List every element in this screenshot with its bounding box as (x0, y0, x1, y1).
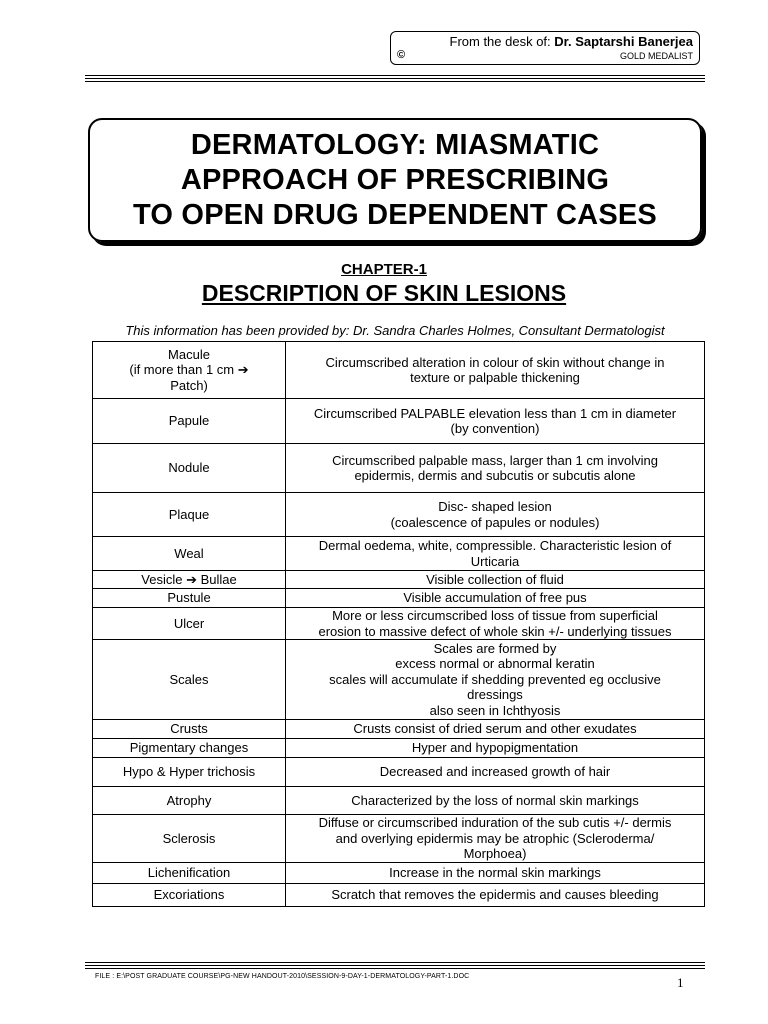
lesions-table (92, 341, 705, 907)
lesion-term: Vesicle ➔ Bullae (93, 571, 286, 589)
lesion-description: Disc- shaped lesion (coalescence of papules or nodules) (286, 493, 705, 537)
lesion-description: Visible collection of fluid (286, 571, 705, 589)
desk-prefix: From the desk of: (449, 34, 555, 49)
table-row (93, 758, 705, 787)
header-desk (450, 34, 694, 49)
lesion-description: Hyper and hypopigmentation (286, 739, 705, 758)
table-row (93, 787, 705, 815)
lesion-term: Atrophy (93, 787, 286, 815)
lesion-description: Circumscribed alteration in colour of skin without change in texture or palpable thickening (286, 342, 705, 399)
title-box (88, 118, 702, 242)
lesion-term: Pustule (93, 589, 286, 608)
table-row (93, 444, 705, 493)
chapter-label: CHAPTER-1 (341, 261, 427, 278)
table-row (93, 815, 705, 863)
lesion-description: Visible accumulation of free pus (286, 589, 705, 608)
lesion-description: Decreased and increased growth of hair (286, 758, 705, 787)
lesion-term: Crusts (93, 720, 286, 739)
table-row (93, 342, 705, 399)
lesion-term: Scales (93, 640, 286, 720)
top-rule-2 (85, 78, 705, 79)
footer-file-path: FILE : E:\POST GRADUATE COURSE\PG-NEW HANDOUT-2010\SESSION-9-DAY-1-DERMATOLOGY-PART-1.DOC (95, 973, 470, 980)
lesion-term: Weal (93, 537, 286, 571)
gold-medalist: GOLD MEDALIST (619, 51, 693, 61)
lesion-description: Scratch that removes the epidermis and causes bleeding (286, 883, 705, 906)
lesion-description: Crusts consist of dried serum and other exudates (286, 720, 705, 739)
lesion-term: Lichenification (93, 862, 286, 883)
table-row (93, 399, 705, 444)
lesion-term: Macule (if more than 1 cm ➔ Patch) (93, 342, 286, 399)
table-row (93, 883, 705, 906)
table-row (93, 608, 705, 640)
table-row (93, 537, 705, 571)
copyright-mark: © (397, 49, 406, 61)
table-row (93, 720, 705, 739)
lesion-term: Ulcer (93, 608, 286, 640)
table-row (93, 571, 705, 589)
table-row (93, 589, 705, 608)
bottom-rule-3 (85, 968, 705, 969)
top-rule-3 (85, 81, 705, 82)
header-box (390, 31, 700, 65)
lesion-description: More or less circumscribed loss of tissue from superficial erosion to massive defect of whole skin +/- underlying tissues (286, 608, 705, 640)
lesions-table-body (93, 342, 705, 907)
lesion-term: Nodule (93, 444, 286, 493)
bottom-rule-2 (85, 965, 705, 966)
top-rule (85, 75, 705, 76)
lesion-term: Pigmentary changes (93, 739, 286, 758)
source-note: This information has been provided by: Dr. Sandra Charles Holmes, Consultant Dermatologist (125, 323, 665, 338)
lesion-description: Scales are formed by excess normal or abnormal keratin scales will accumulate if shedding prevented eg occlusive dressings also seen in Ichthyosis (286, 640, 705, 720)
table-row (93, 862, 705, 883)
bottom-rule (85, 962, 705, 963)
title-line-1: DERMATOLOGY: MIASMATIC (190, 128, 600, 161)
lesion-description: Circumscribed PALPABLE elevation less than 1 cm in diameter (by convention) (286, 399, 705, 444)
title-line-3: TO OPEN DRUG DEPENDENT CASES (133, 198, 657, 231)
lesion-term: Excoriations (93, 883, 286, 906)
lesion-term: Papule (93, 399, 286, 444)
lesion-term: Sclerosis (93, 815, 286, 863)
lesion-description: Characterized by the loss of normal skin markings (286, 787, 705, 815)
lesion-description: Circumscribed palpable mass, larger than 1 cm involving epidermis, dermis and subcutis or subcutis alone (286, 444, 705, 493)
title-line-2: APPROACH OF PRESCRIBING (180, 163, 610, 196)
table-row (93, 739, 705, 758)
table-row (93, 640, 705, 720)
page-number: 1 (677, 975, 684, 990)
table-row (93, 493, 705, 537)
lesion-description: Dermal oedema, white, compressible. Characteristic lesion of Urticaria (286, 537, 705, 571)
lesion-description: Increase in the normal skin markings (286, 862, 705, 883)
lesion-term: Hypo & Hyper trichosis (93, 758, 286, 787)
lesion-term: Plaque (93, 493, 286, 537)
desk-name: Dr. Saptarshi Banerjea (554, 34, 693, 49)
lesion-description: Diffuse or circumscribed induration of the sub cutis +/- dermis and overlying epidermis may be atrophic (Scleroderma/ Morphoea) (286, 815, 705, 863)
section-title: DESCRIPTION OF SKIN LESIONS (201, 280, 567, 306)
